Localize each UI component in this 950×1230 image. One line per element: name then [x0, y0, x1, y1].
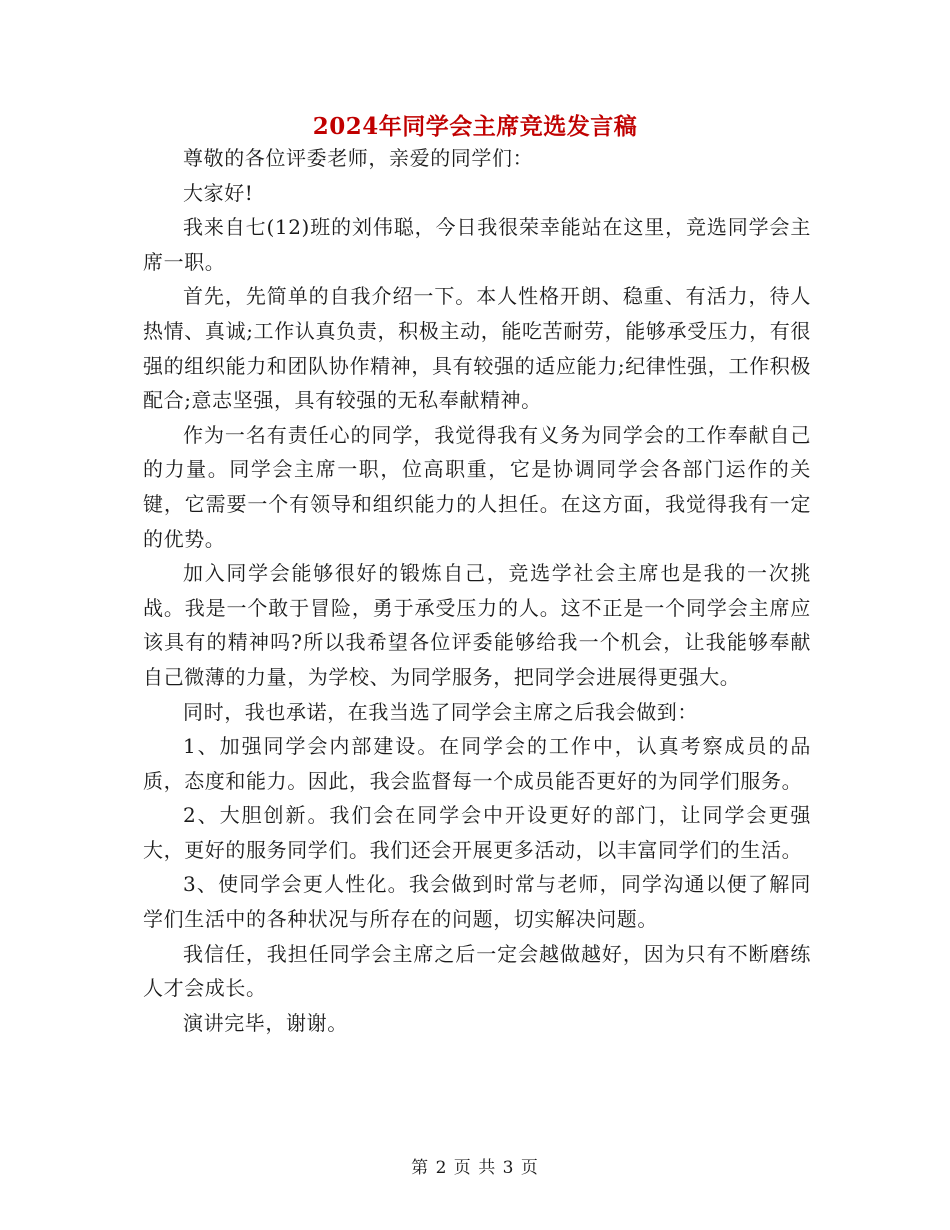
page-number: 第 2 页 共 3 页	[411, 1158, 539, 1178]
document-title: 2024年同学会主席竞选发言稿	[312, 113, 638, 140]
paragraph-challenge: 加入同学会能够很好的锻炼自己，竞选学社会主席也是我的一次挑战。我是一个敢于冒险，勇于承受压力的人。这不正是一个同学会主席应该具有的精神吗?所以我希望各位评委能够给我一个机会，让我能够奉献自己微薄的力量，为学校、为同学服务，把同学会进展得更强大。	[143, 561, 811, 689]
paragraph-point-2: 2、大胆创新。我们会在同学会中开设更好的部门，让同学会更强大，更好的服务同学们。我们还会开展更多活动，以丰富同学们的生活。	[143, 803, 811, 862]
paragraph-point-3: 3、使同学会更人性化。我会做到时常与老师，同学沟通以便了解同学们生活中的各种状况与所存在的问题，切实解决问题。	[143, 872, 811, 932]
paragraph-responsibility: 作为一名有责任心的同学，我觉得我有义务为同学会的工作奉献自己的力量。同学会主席一职，位高职重，它是协调同学会各部门运作的关键，它需要一个有领导和组织能力的人担任。在这方面，我觉得我有一定的优势。	[143, 422, 811, 551]
paragraph-point-1: 1、加强同学会内部建设。在同学会的工作中，认真考察成员的品质，态度和能力。因此，我会监督每一个成员能否更好的为同学们服务。	[143, 734, 811, 793]
paragraph-introduction: 我来自七(12)班的刘伟聪，今日我很荣幸能站在这里，竞选同学会主席一职。	[143, 215, 811, 274]
paragraph-promise: 同时，我也承诺，在我当选了同学会主席之后我会做到：	[183, 699, 698, 724]
paragraph-self-description: 首先，先简单的自我介绍一下。本人性格开朗、稳重、有活力，待人热情、真诚;工作认真负责，积极主动，能吃苦耐劳，能够承受压力，有很强的组织能力和团队协作精神，具有较强的适应能力;纪律性强，工作积极配合;意志坚强，具有较强的无私奉献精神。	[143, 284, 811, 413]
paragraph-hello: 大家好!	[183, 180, 254, 205]
paragraph-closing: 演讲完毕，谢谢。	[183, 1010, 348, 1035]
paragraph-greeting: 尊敬的各位评委老师，亲爱的同学们：	[183, 146, 534, 170]
document-body	[143, 141, 811, 1040]
paragraph-confidence: 我信任，我担任同学会主席之后一定会越做越好，因为只有不断磨练人才会成长。	[143, 941, 811, 1001]
